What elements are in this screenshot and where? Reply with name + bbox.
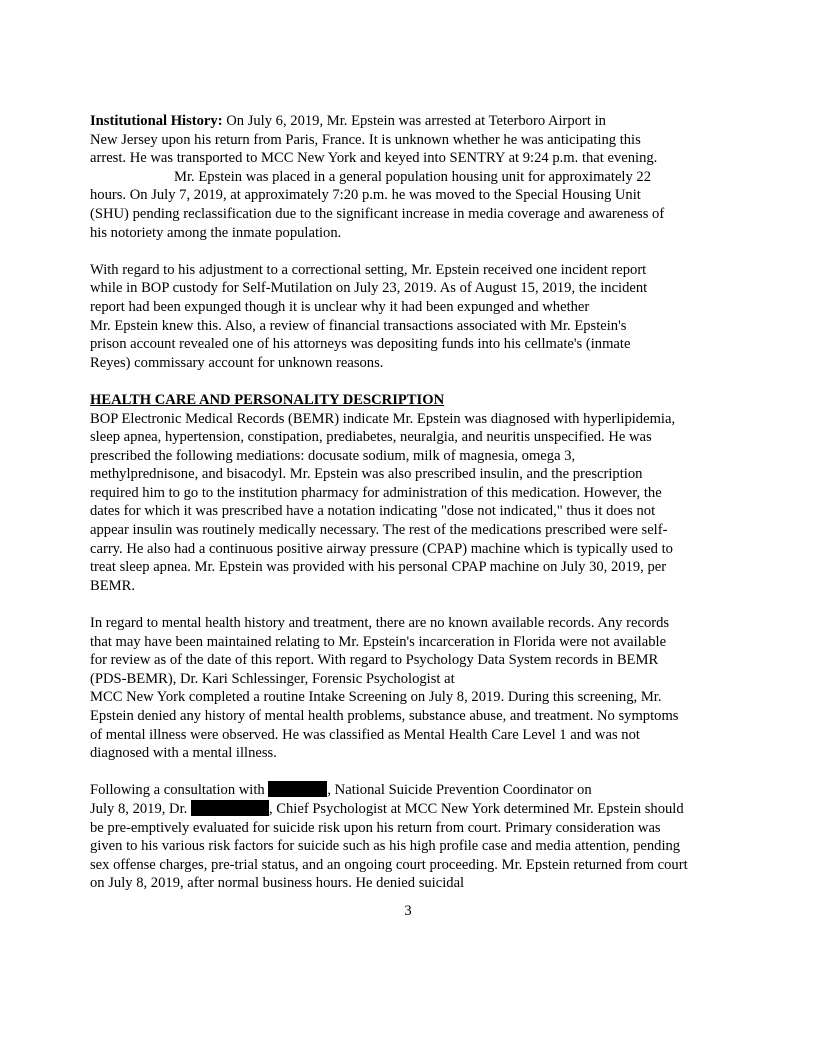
text-line: diagnosed with a mental illness. — [90, 745, 277, 762]
health-care-paragraph — [90, 410, 730, 596]
text-line: that may have been maintained relating to Mr. Epstein's incarceration in Florida were not available — [90, 633, 667, 650]
redaction-box — [268, 781, 327, 797]
mental-health-paragraph — [90, 614, 730, 763]
text-line: New Jersey upon his return from Paris, France. It is unknown whether he was anticipating this — [90, 131, 641, 148]
text-line: In regard to mental health history and treatment, there are no known available records. Any records — [90, 615, 670, 632]
text-line: BEMR. — [90, 577, 136, 594]
text-line: (PDS-BEMR), Dr. Kari Schlessinger, Forensic Psychologist at — [90, 670, 455, 687]
text-line: dates for which it was prescribed have a notation indicating "dose not indicated," thus it does not — [90, 503, 656, 520]
text-line: of mental illness were observed. He was classified as Mental Health Care Level 1 and was not — [90, 726, 640, 743]
text-line: Mr. Epstein knew this. Also, a review of financial transactions associated with Mr. Epstein's — [90, 317, 627, 334]
text-line: his notoriety among the inmate population. — [90, 224, 342, 241]
text-line: appear insulin was routinely medically necessary. The rest of the medications prescribed were self- — [90, 522, 668, 539]
text-line: carry. He also had a continuous positive airway pressure (CPAP) machine which is typically used to — [90, 540, 673, 557]
text-line: Epstein denied any history of mental health problems, substance abuse, and treatment. No symptoms — [90, 708, 679, 724]
text-line: on July 8, 2019, after normal business hours. He denied suicidal — [90, 875, 465, 892]
text-line: Mr. Epstein was placed in a general population housing unit for approximately 22 — [174, 168, 652, 185]
text-line: hours. On July 7, 2019, at approximately 7:20 p.m. he was moved to the Special Housing Unit — [90, 187, 641, 204]
text-line — [90, 112, 730, 131]
document-page — [90, 112, 730, 893]
text-line: Reyes) commissary account for unknown reasons. — [90, 354, 384, 371]
text-line: (SHU) pending reclassification due to the significant increase in media coverage and awareness of — [90, 205, 665, 222]
text-line: given to his various risk factors for suicide such as his high profile case and media attention, pending — [90, 838, 681, 855]
text-line: required him to go to the institution pharmacy for administration of this medication. However, the — [90, 484, 662, 501]
adjustment-paragraph — [90, 261, 730, 373]
redaction-box — [191, 800, 269, 816]
paragraph-spacer — [90, 763, 730, 782]
institutional-history-paragraph — [90, 112, 730, 242]
section-heading: HEALTH CARE AND PERSONALITY DESCRIPTION — [90, 391, 445, 408]
paragraph-spacer — [90, 372, 730, 391]
text-line: be pre-emptively evaluated for suicide risk upon his return from court. Primary consideration was — [90, 819, 661, 836]
text-line: prison account revealed one of his attorneys was depositing funds into his cellmate's (inmate — [90, 336, 631, 353]
text-span: Following a consultation with — [90, 782, 269, 799]
text-span: July 8, 2019, Dr. — [90, 800, 191, 817]
paragraph-spacer — [90, 595, 730, 614]
text-line: sex offense charges, pre-trial status, and an ongoing court proceeding. Mr. Epstein returned from court — [90, 856, 688, 873]
paragraph-spacer — [90, 242, 730, 261]
section-label: Institutional History: — [90, 113, 223, 129]
text-line: BOP Electronic Medical Records (BEMR) indicate Mr. Epstein was diagnosed with hyperlipidemia, — [90, 410, 676, 427]
text-span: , Chief Psychologist at MCC New York determined Mr. Epstein should — [268, 800, 684, 817]
text-line: With regard to his adjustment to a correctional setting, Mr. Epstein received one incident report — [90, 261, 647, 278]
text-line — [90, 800, 730, 819]
text-line: report had been expunged though it is unclear why it had been expunged and whether — [90, 298, 590, 315]
text-line: sleep apnea, hypertension, constipation, prediabetes, neuralgia, and neuritis unspecified. He was — [90, 429, 652, 446]
text-span: , National Suicide Prevention Coordinator on — [327, 782, 592, 799]
text-line — [90, 781, 730, 800]
text-line: arrest. He was transported to MCC New York and keyed into SENTRY at 9:24 p.m. that evening. — [90, 150, 658, 167]
consultation-paragraph — [90, 781, 730, 893]
text-line: MCC New York completed a routine Intake Screening on July 8, 2019. During this screening, Mr. — [90, 689, 662, 706]
text-line: treat sleep apnea. Mr. Epstein was provided with his personal CPAP machine on July 30, 2019, per — [90, 559, 667, 576]
text-line: while in BOP custody for Self-Mutilation on July 23, 2019. As of August 15, 2019, the incident — [90, 280, 648, 297]
text-line: methylprednisone, and bisacodyl. Mr. Epstein was also prescribed insulin, and the prescription — [90, 466, 643, 483]
text-line: prescribed the following mediations: docusate sodium, milk of magnesia, omega 3, — [90, 447, 576, 464]
page-number: 3 — [404, 903, 412, 919]
text-line: for review as of the date of this report. With regard to Psychology Data System records in BEMR — [90, 652, 659, 669]
text-span: On July 6, 2019, Mr. Epstein was arrested at Teterboro Airport in — [222, 113, 606, 129]
